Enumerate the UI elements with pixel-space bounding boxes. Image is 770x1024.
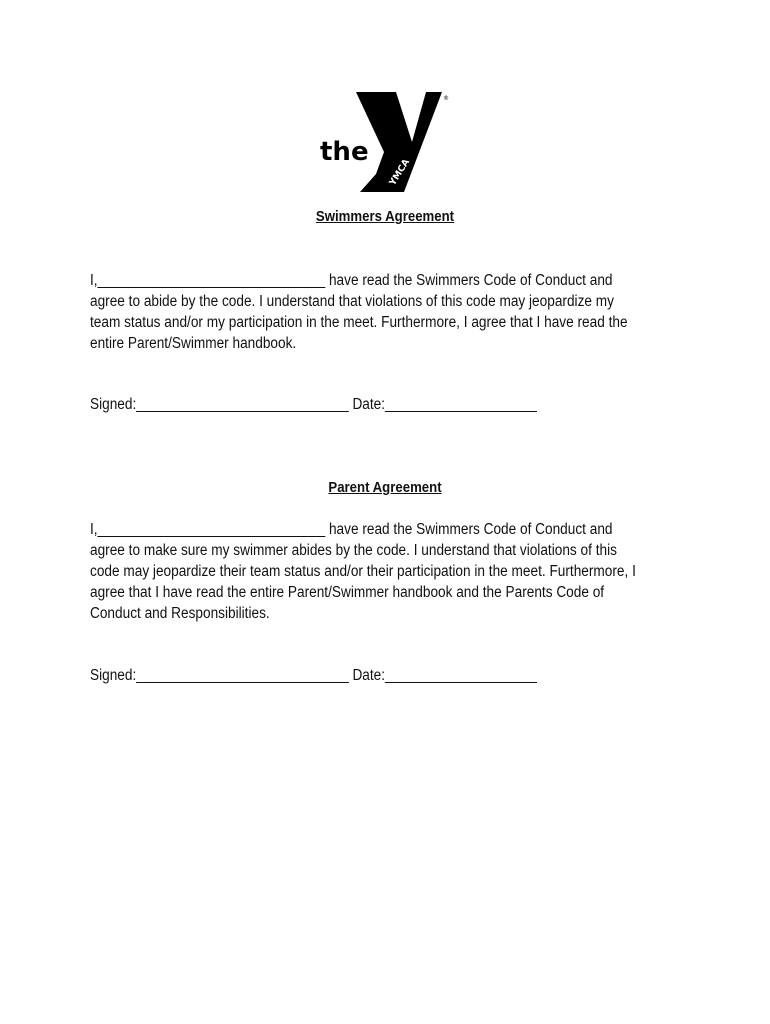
logo-brand-word: the <box>320 137 369 167</box>
logo-registered-mark: ® <box>443 95 449 102</box>
swimmers-line: agree to abide by the code. I understand that violations of this code may jeopardize my <box>90 293 614 310</box>
logo-vertical-text: YMCA <box>388 157 412 188</box>
swimmers-line: team status and/or my participation in the meet. Furthermore, I agree that I have read the <box>90 314 628 331</box>
parent-agreement-body <box>90 519 688 624</box>
swimmers-signature-line: Signed:____________________________ Date:____________________ <box>90 396 537 413</box>
parent-line: agree to make sure my swimmer abides by the code. I understand that violations of this <box>90 542 617 559</box>
swimmers-line: entire Parent/Swimmer handbook. <box>90 335 297 352</box>
parent-line: agree that I have read the entire Parent/Swimmer handbook and the Parents Code of <box>90 584 605 601</box>
parent-agreement-title: Parent Agreement <box>328 479 442 496</box>
swimmers-agreement-body <box>90 270 688 354</box>
swimmers-agreement-title: Swimmers Agreement <box>315 208 455 225</box>
parent-line: Conduct and Responsibilities. <box>90 605 270 622</box>
parent-signature-line: Signed:____________________________ Date:____________________ <box>90 667 537 684</box>
swimmers-line: I,______________________________ have read the Swimmers Code of Conduct and <box>90 272 613 289</box>
parent-line: I,______________________________ have read the Swimmers Code of Conduct and <box>90 521 613 538</box>
parent-line: code may jeopardize their team status and/or their participation in the meet. Furthermore, I <box>90 563 636 580</box>
ymca-logo <box>316 88 456 200</box>
